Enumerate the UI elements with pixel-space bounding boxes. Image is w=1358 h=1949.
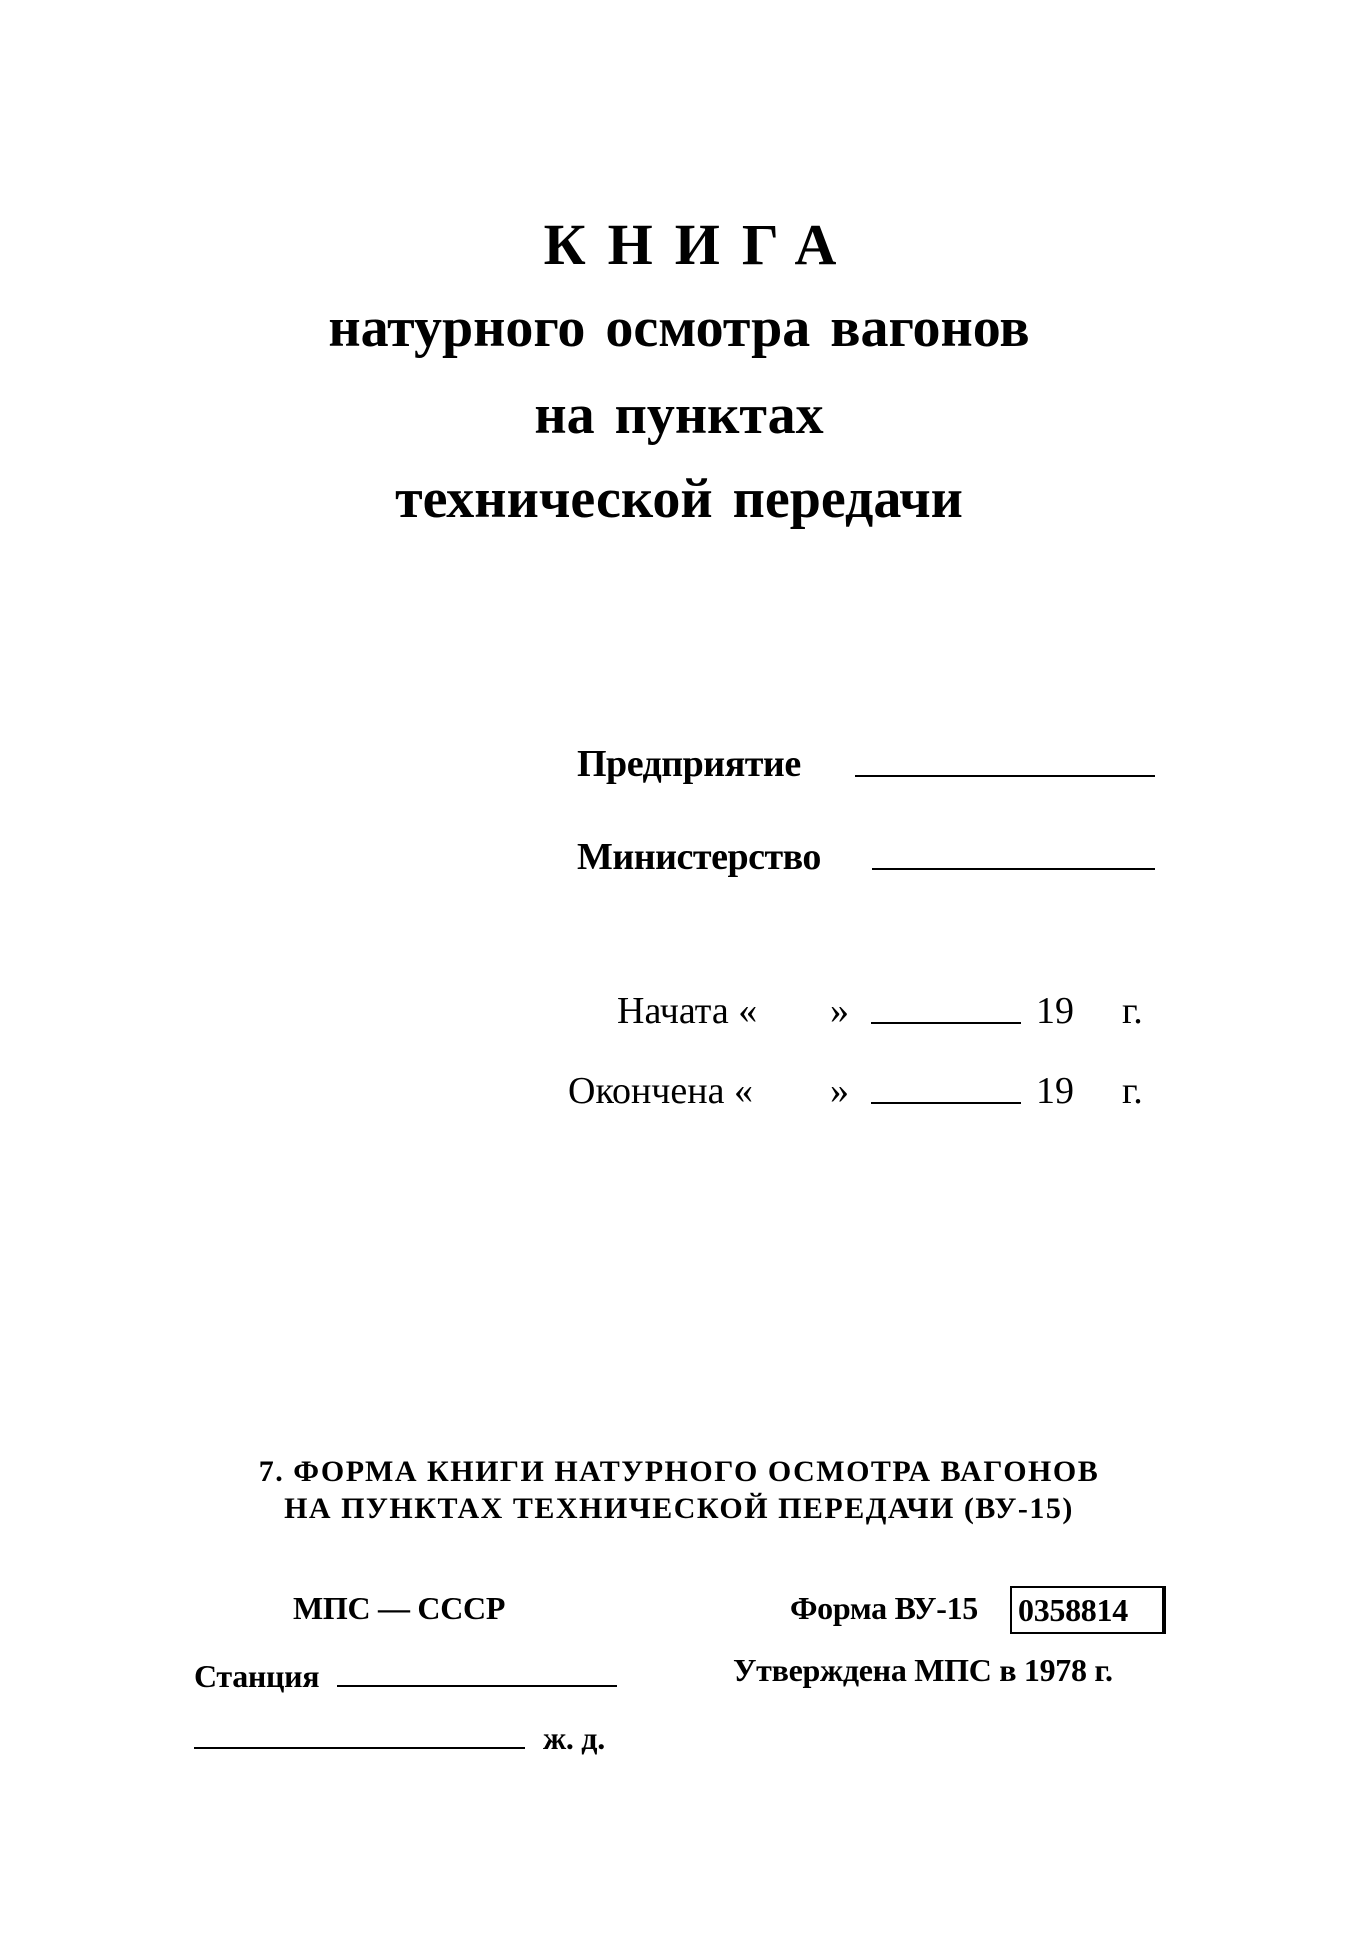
started-year-suffix: г.	[1122, 990, 1143, 1032]
ministry-label: Министерство	[577, 836, 821, 878]
ended-close-quote: »	[830, 1070, 849, 1112]
ended-year-prefix: 19	[1036, 1070, 1074, 1112]
ministry-field[interactable]	[872, 868, 1155, 870]
started-date-field[interactable]	[871, 1022, 1021, 1024]
ended-date-field[interactable]	[871, 1102, 1021, 1104]
station-label: Станция	[194, 1658, 320, 1694]
ended-year-suffix: г.	[1122, 1070, 1143, 1112]
subtitle-line-1: натурного осмотра вагонов	[328, 297, 1030, 359]
started-year-prefix: 19	[1036, 990, 1074, 1032]
enterprise-field[interactable]	[855, 775, 1155, 777]
railway-field[interactable]	[194, 1747, 525, 1749]
railway-label: ж. д.	[543, 1720, 605, 1756]
form-heading-line-1: 7. ФОРМА КНИГИ НАТУРНОГО ОСМОТРА ВАГОНОВ	[258, 1455, 1100, 1488]
subtitle-line-2: на пунктах	[534, 384, 824, 446]
started-close-quote: »	[830, 990, 849, 1032]
approved-text: Утверждена МПС в 1978 г.	[733, 1652, 1113, 1688]
form-label: Форма ВУ-15	[790, 1590, 978, 1626]
ended-label: Окончена «	[568, 1070, 753, 1112]
station-field[interactable]	[337, 1685, 617, 1687]
subtitle-line-3: технической передачи	[395, 468, 963, 530]
org-label: МПС — СССР	[293, 1590, 506, 1626]
enterprise-label: Предприятие	[577, 743, 801, 785]
started-label: Начата «	[617, 990, 758, 1032]
form-code: 0358814	[1018, 1592, 1128, 1628]
book-title: КНИГА	[543, 212, 859, 277]
form-heading-line-2: НА ПУНКТАХ ТЕХНИЧЕСКОЙ ПЕРЕДАЧИ (ВУ-15)	[284, 1492, 1074, 1525]
